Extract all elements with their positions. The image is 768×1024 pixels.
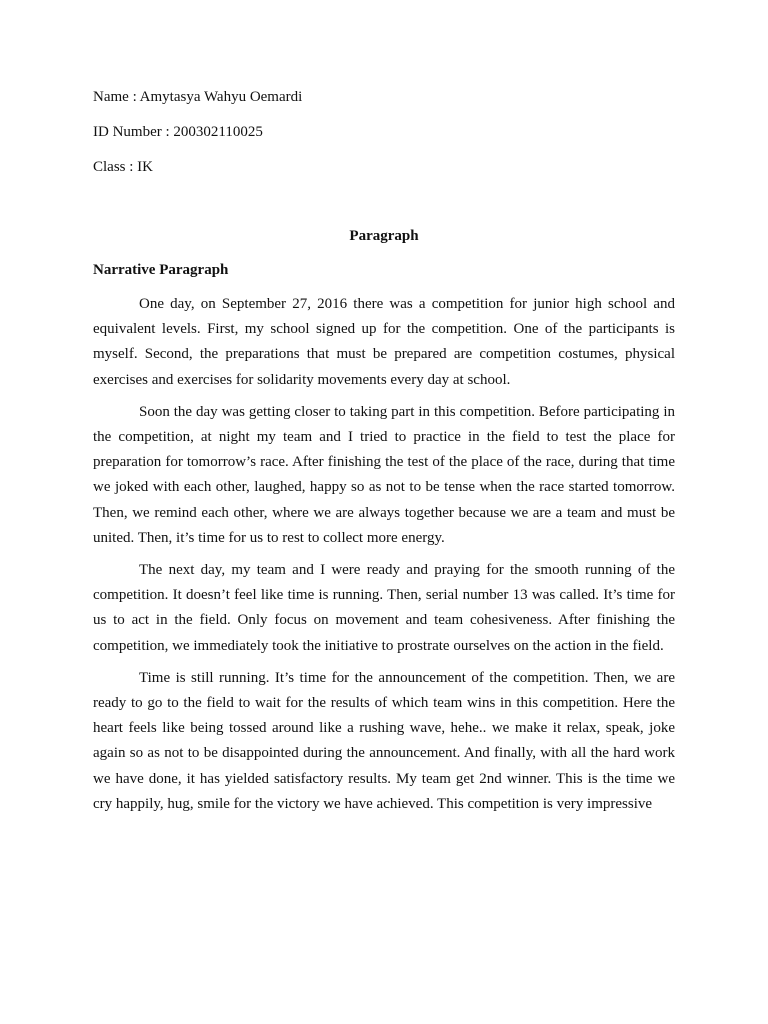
paragraph-4: Time is still running. It’s time for the announcement of the competition. Then, we are ready to go to the field to wait for the results of which team wins in this competition. Here the heart feels like being tossed around like a rushing wave, hehe.. we make it relax, speak, joke again so as not to be disappointed during the announcement. And finally, with all the hard work we have done, it has yielded satisfactory results. My team get 2nd winner. This is the time we cry happily, hug, smile for the victory we have achieved. This competition is very impressive <box>93 669 675 812</box>
student-id-number: ID Number : 200302110025 <box>93 124 263 140</box>
paragraph-2: Soon the day was getting closer to taking part in this competition. Before participating in the competition, at night my team and I tried to practice in the field to test the place for preparation for tomorrow’s race. After finishing the test of the place of the race, during that time we joked with each other, laughed, happy so as not to be tense when the race started tomorrow. Then, we remind each other, where we are always together because we are a team and must be united. Then, it’s time for us to rest to collect more energy. <box>93 403 675 546</box>
narrative-body <box>93 292 675 824</box>
document-title: Paragraph <box>349 228 419 244</box>
student-class: Class : IK <box>93 159 153 175</box>
paragraph-1: One day, on September 27, 2016 there was a competition for junior high school and equivalent levels. First, my school signed up for the competition. One of the participants is myself. Second, the preparations that must be prepared are competition costumes, physical exercises and exercises for solidarity movements every day at school. <box>93 296 675 388</box>
section-heading: Narrative Paragraph <box>93 262 229 278</box>
student-name: Name : Amytasya Wahyu Oemardi <box>93 89 303 105</box>
paragraph-3: The next day, my team and I were ready and praying for the smooth running of the competition. It doesn’t feel like time is running. Then, serial number 13 was called. It’s time for us to act in the field. Only focus on movement and team cohesiveness. After finishing the competition, we immediately took the initiative to prostrate ourselves on the action in the field. <box>93 562 675 654</box>
